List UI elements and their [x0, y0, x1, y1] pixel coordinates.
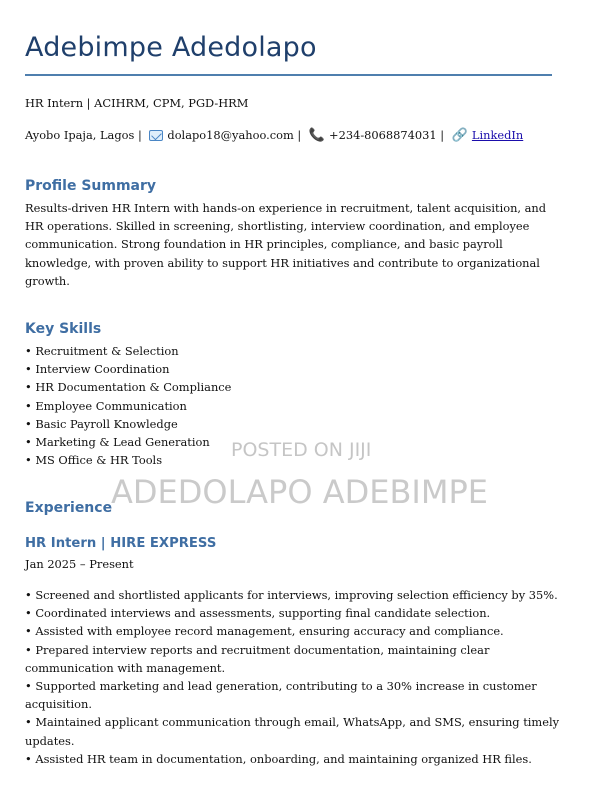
candidate-name: Adebimpe Adedolapo — [25, 32, 317, 63]
skill-item: • HR Documentation & Compliance — [25, 380, 232, 395]
skill-item: • Marketing & Lead Generation — [25, 435, 210, 450]
experience-bullet: • Screened and shortlisted applicants for interviews, improving selection efficiency by 35%. — [25, 588, 558, 602]
phone-icon: 📞 — [308, 127, 326, 143]
experience-bullets — [25, 586, 560, 768]
skill-item: • Employee Communication — [25, 398, 187, 413]
link-icon: 🔗 — [451, 127, 468, 143]
experience-heading: Experience — [25, 500, 113, 516]
watermark-name: ADEDOLAPO ADEBIMPE — [111, 473, 488, 511]
skill-item: • Recruitment & Selection — [25, 344, 179, 358]
job-title: HR Intern | HIRE EXPRESS — [25, 536, 217, 551]
key-skills-heading: Key Skills — [25, 321, 102, 337]
contact-phone[interactable]: +234-8068874031 | — [329, 128, 448, 142]
experience-bullet: • Assisted HR team in documentation, onboarding, and maintaining organized HR files. — [25, 751, 532, 766]
contact-location: Ayobo Ipaja, Lagos | — [25, 128, 146, 142]
contact-email[interactable]: dolapo18@yahoo.com | — [167, 128, 305, 142]
profile-summary-text: Results-driven HR Intern with hands-on experience in recruitment, talent acquisition, and HR operations. Skilled in screening, shortlisting, interview coordination, and employee communication. Strong foundation in HR principles, compliance, and basic payroll knowledge, with proven ability to support HR initiatives and contribute to organizational growth. — [25, 201, 547, 288]
profile-summary-heading: Profile Summary — [25, 178, 157, 194]
candidate-subtitle: HR Intern | ACIHRM, CPM, PGD-HRM — [25, 96, 249, 110]
email-icon — [149, 130, 163, 141]
header-divider — [25, 74, 552, 76]
skill-item: • Basic Payroll Knowledge — [25, 416, 178, 431]
key-skills-list — [25, 342, 231, 469]
experience-bullet: • Prepared interview reports and recruitment documentation, maintaining clear communication with management. — [25, 642, 490, 675]
experience-bullet: • Coordinated interviews and assessments, supporting final candidate selection. — [25, 606, 491, 621]
skill-item: • Interview Coordination — [25, 362, 170, 377]
contact-line — [25, 128, 523, 142]
experience-bullet: • Supported marketing and lead generation, contributing to a 30% increase in customer acquisition. — [25, 679, 537, 712]
job-dates: Jan 2025 – Present — [25, 557, 134, 571]
skill-item: • MS Office & HR Tools — [25, 453, 163, 468]
experience-bullet: • Maintained applicant communication through email, WhatsApp, and SMS, ensuring timely updates. — [25, 715, 560, 748]
experience-bullet: • Assisted with employee record management, ensuring accuracy and compliance. — [25, 624, 504, 639]
linkedin-link[interactable]: LinkedIn — [471, 128, 524, 142]
watermark-posted-on: POSTED ON JIJI — [231, 439, 372, 461]
